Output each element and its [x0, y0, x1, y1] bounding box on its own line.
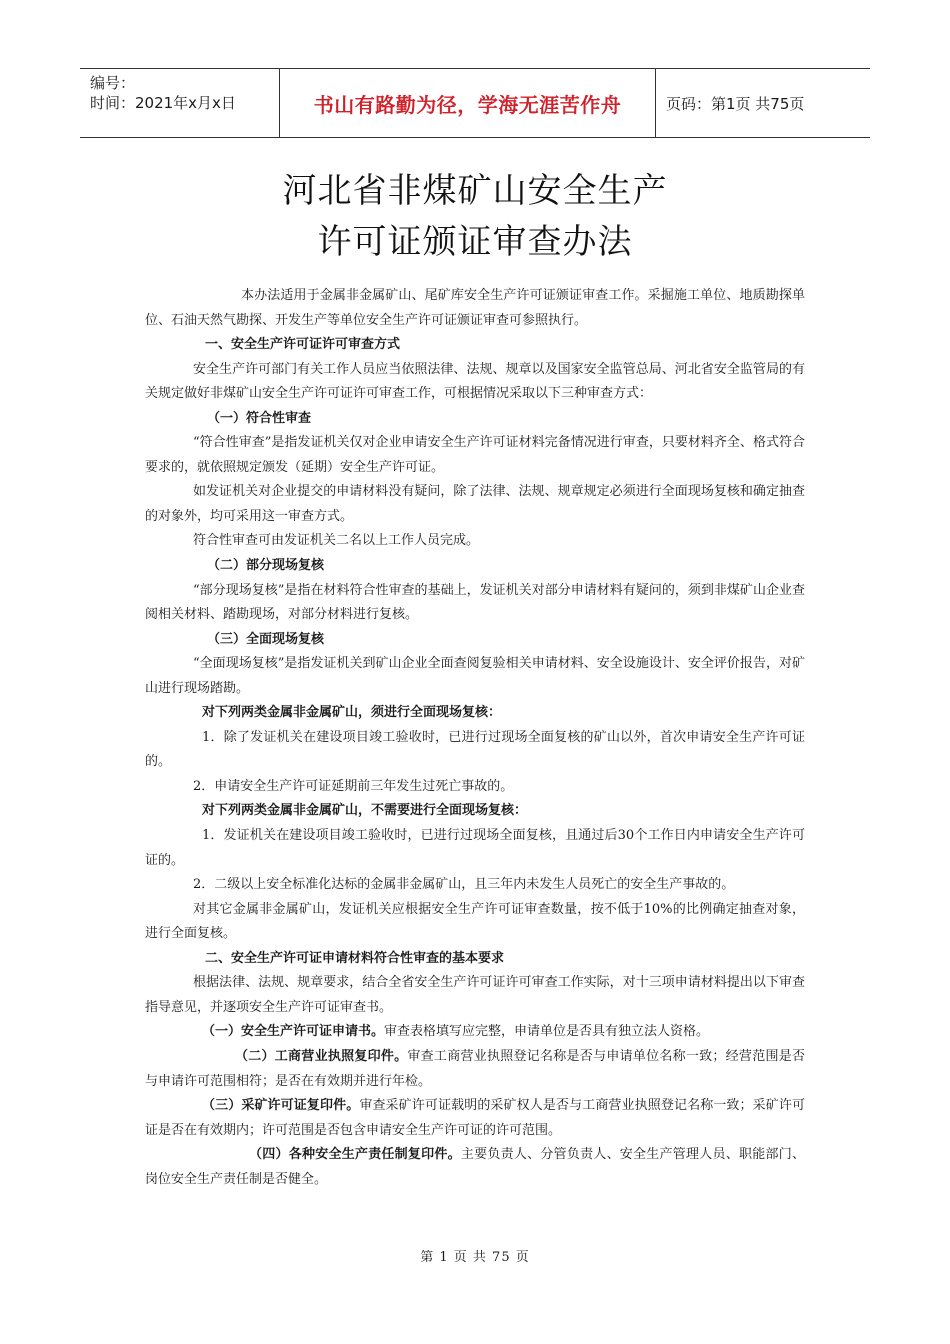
no-review-heading: 对下列两类金属非金属矿山，不需要进行全面现场复核：	[202, 803, 528, 819]
page-footer: 第 1 页 共 75 页	[420, 1250, 530, 1265]
document-body	[145, 284, 805, 1192]
section2-item4-text: 主要负责人、分管负责人、安全生产管理人员、职能部门、岗位安全生产责任制是否健全。	[145, 1147, 805, 1187]
section1-sub1-paragraph2: 如发证机关对企业提交的申请材料没有疑问，除了法律、法规、规章规定必须进行全面现场复核和确定抽查的对象外，均可采用这一审查方式。	[145, 484, 805, 524]
document-number-label: 编号：	[90, 74, 136, 92]
page-info: 页码：第1页 共75页	[666, 94, 805, 113]
section1-sub2-heading: （二）部分现场复核	[207, 558, 325, 574]
section2-item3-text: 审查采矿许可证载明的采矿权人是否与工商营业执照登记名称一致；采矿许可证是否在有效期内；许可范围是否包含申请安全生产许可证的许可范围。	[145, 1098, 805, 1138]
section1-heading: 一、安全生产许可证许可审查方式	[205, 337, 401, 353]
section1-sub1-paragraph1: “符合性审查”是指发证机关仅对企业申请安全生产许可证材料完备情况进行审查，只要材料齐全、格式符合要求的，就依照规定颁发（延期）安全生产许可证。	[145, 435, 805, 475]
no-review-item1: 1．发证机关在建设项目竣工验收时，已进行过现场全面复核，且通过后30个工作日内申请安全生产许可证的。	[145, 828, 805, 868]
section1-sub3-paragraph: “全面现场复核”是指发证机关到矿山企业全面查阅复验相关申请材料、安全设施设计、安全评价报告，对矿山进行现场踏勘。	[145, 656, 805, 696]
section2-item1-label: （一）安全生产许可证申请书。	[202, 1024, 385, 1040]
must-review-item1: 1．除了发证机关在建设项目竣工验收时，已进行过现场全面复核的矿山以外，首次申请安全生产许可证的。	[145, 729, 805, 770]
section1-sub2-paragraph: “部分现场复核”是指在材料符合性审查的基础上，发证机关对部分申请材料有疑问的，须到非煤矿山企业查阅相关材料、踏勘现场，对部分材料进行复核。	[145, 582, 805, 623]
no-review-item2: 2．二级以上安全标准化达标的金属非金属矿山，且三年内未发生人员死亡的安全生产事故的。	[193, 877, 735, 893]
section1-sub3-heading: （三）全面现场复核	[207, 631, 325, 647]
section1-paragraph: 安全生产许可部门有关工作人员应当依照法律、法规、规章以及国家安全监管总局、河北省安全监管局的有关规定做好非煤矿山安全生产许可证许可审查工作，可根据情况采取以下三种审查方式：	[145, 361, 805, 402]
motto-text: 书山有路勤为径，学海无涯苦作舟	[313, 92, 622, 117]
header-table	[80, 68, 870, 138]
section1-sub1-heading: （一）符合性审查	[207, 410, 312, 426]
header-meta-cell	[80, 69, 280, 137]
section2-paragraph: 根据法律、法规、规章要求，结合全省安全生产许可证许可审查工作实际，对十三项申请材料提出以下审查指导意见，并逐项安全生产许可证审查书。	[145, 975, 805, 1015]
document-time-label: 时间：2021年x月x日	[90, 94, 236, 112]
document-title-line2: 许可证颁证审查办法	[317, 222, 633, 262]
section2-item2	[145, 1045, 805, 1094]
section2-item2-label: （二）工商营业执照复印件。	[235, 1048, 408, 1064]
section1-sub1-paragraph3: 符合性审查可由发证机关二名以上工作人员完成。	[193, 533, 480, 549]
section2-item1-text: 审查表格填写应完整，申请单位是否具有独立法人资格。	[384, 1024, 710, 1040]
section2-item4-label: （四）各种安全生产责任制复印件。	[249, 1147, 461, 1163]
section2-item3-label: （三）采矿许可证复印件。	[202, 1098, 360, 1114]
other-mines-paragraph: 对其它金属非金属矿山，发证机关应根据安全生产许可证审查数量，按不低于10%的比例确定抽查对象，进行全面复核。	[145, 901, 805, 942]
must-review-item2: 2．申请安全生产许可证延期前三年发生过死亡事故的。	[193, 778, 514, 794]
intro-paragraph: 本办法适用于金属非金属矿山、尾矿库安全生产许可证颁证审查工作。采掘施工单位、地质勘探单位、石油天然气勘探、开发生产等单位安全生产许可证颁证审查可参照执行。	[145, 288, 805, 328]
section2-item1	[145, 1020, 805, 1045]
header-page-cell	[656, 69, 870, 137]
header-motto-cell	[280, 69, 656, 137]
document-title-line1: 河北省非煤矿山安全生产	[282, 171, 668, 211]
section2-heading: 二、安全生产许可证申请材料符合性审查的基本要求	[205, 950, 505, 966]
must-review-heading: 对下列两类金属非金属矿山，须进行全面现场复核：	[202, 705, 502, 721]
section2-item2-text: 审查工商营业执照登记名称是否与申请单位名称一致；经营范围是否与申请许可范围相符；是否在有效期并进行年检。	[145, 1048, 805, 1089]
section2-item3	[145, 1094, 805, 1143]
section2-item4	[145, 1143, 805, 1192]
